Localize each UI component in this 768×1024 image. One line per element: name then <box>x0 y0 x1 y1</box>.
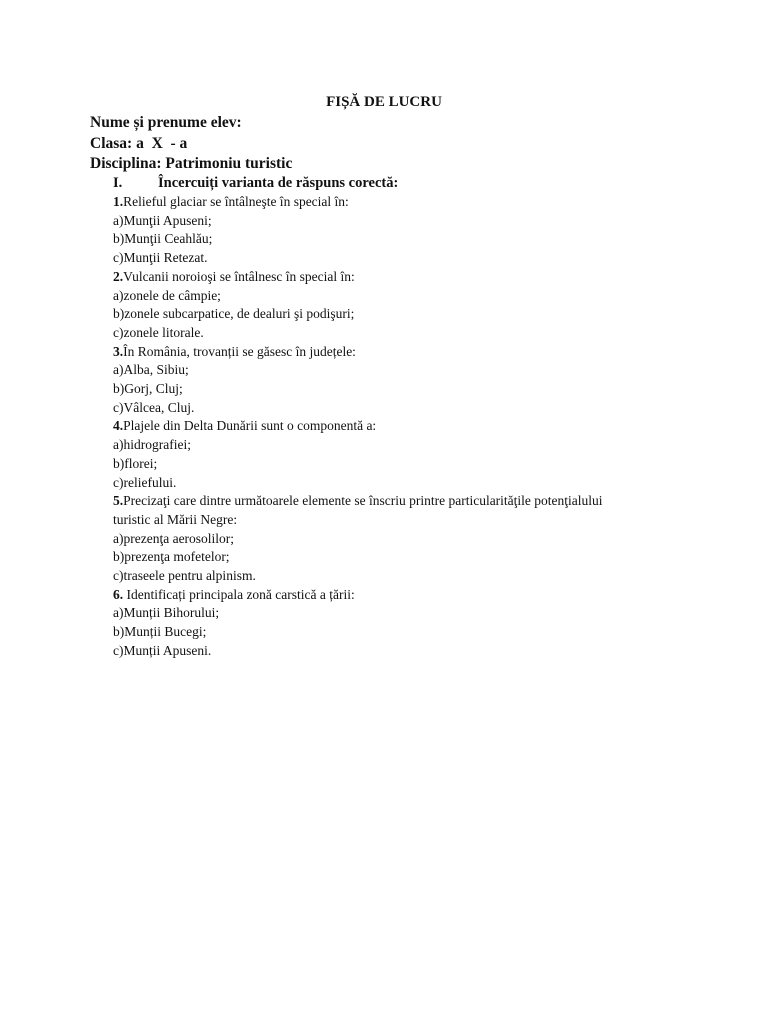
question-number: 6. <box>113 586 124 602</box>
question-text <box>113 193 653 212</box>
discipline-line: Disciplina: Patrimoniu turistic <box>90 155 293 172</box>
question-prompt: Identificați principala zonă carstică a țării: <box>123 586 355 602</box>
question-number: 5. <box>113 493 124 509</box>
question-prompt: Relieful glaciar se întâlneşte în special în: <box>123 194 349 209</box>
question-text <box>113 417 653 436</box>
question-text <box>113 343 653 362</box>
question-prompt: În România, trovanții se găsesc în județele: <box>123 343 356 359</box>
answer-option-a: a)Munții Bihorului; <box>113 605 220 621</box>
question-prompt-continuation: turistic al Mării Negre: <box>113 511 238 527</box>
answer-option-c: c)Munții Apuseni. <box>113 642 212 658</box>
question-number: 2. <box>113 268 124 284</box>
question-number: 4. <box>113 418 124 434</box>
answer-option-c: c)Munţii Retezat. <box>113 250 208 266</box>
answer-option-c: c)traseele pentru alpinism. <box>113 568 256 584</box>
answer-option-b: b)Munții Bucegi; <box>113 624 207 640</box>
answer-option-c: c)Vâlcea, Cluj. <box>113 399 195 415</box>
question-3 <box>113 343 653 418</box>
question-prompt: Vulcanii noroioşi se întâlnesc în special în: <box>123 268 355 284</box>
question-prompt: Precizaţi care dintre următoarele elemente se înscriu printre particularităţile potenţialului <box>123 493 603 509</box>
answer-option-b: b)florei; <box>113 455 158 471</box>
question-2 <box>113 268 653 343</box>
answer-option-b: b)Gorj, Cluj; <box>113 381 183 397</box>
section-heading <box>113 174 653 193</box>
answer-option-a: a)prezenţa aerosolilor; <box>113 530 235 546</box>
question-text <box>113 492 653 511</box>
question-number: 3. <box>113 343 124 359</box>
question-prompt: Plajele din Delta Dunării sunt o componentă a: <box>123 418 377 434</box>
question-number: 1. <box>113 194 124 209</box>
answer-option-a: a)zonele de câmpie; <box>113 287 221 303</box>
section-number: I. <box>113 175 123 191</box>
student-header <box>90 113 690 175</box>
answer-option-b: b)prezenţa mofetelor; <box>113 549 230 565</box>
answer-option-b: b)zonele subcarpatice, de dealuri şi podişuri; <box>113 306 355 322</box>
questions-section <box>113 174 653 661</box>
student-name-line: Nume și prenume elev: <box>90 114 242 131</box>
answer-option-c: c)reliefului. <box>113 474 177 490</box>
question-4 <box>113 417 653 492</box>
answer-option-c: c)zonele litorale. <box>113 324 204 340</box>
answer-option-b: b)Munţii Ceahlău; <box>113 231 213 247</box>
question-text <box>113 586 653 605</box>
question-1 <box>113 193 653 268</box>
class-line: Clasa: a X - a <box>90 134 188 152</box>
question-6 <box>113 586 653 661</box>
question-5 <box>113 492 653 586</box>
answer-option-a: a)hidrografiei; <box>113 437 191 453</box>
answer-option-a: a)Alba, Sibiu; <box>113 362 189 378</box>
section-instruction: Încercuiți varianta de răspuns corectă: <box>158 175 399 191</box>
page-title: FIȘĂ DE LUCRU <box>326 94 442 110</box>
question-text <box>113 268 653 287</box>
answer-option-a: a)Munţii Apuseni; <box>113 212 212 228</box>
